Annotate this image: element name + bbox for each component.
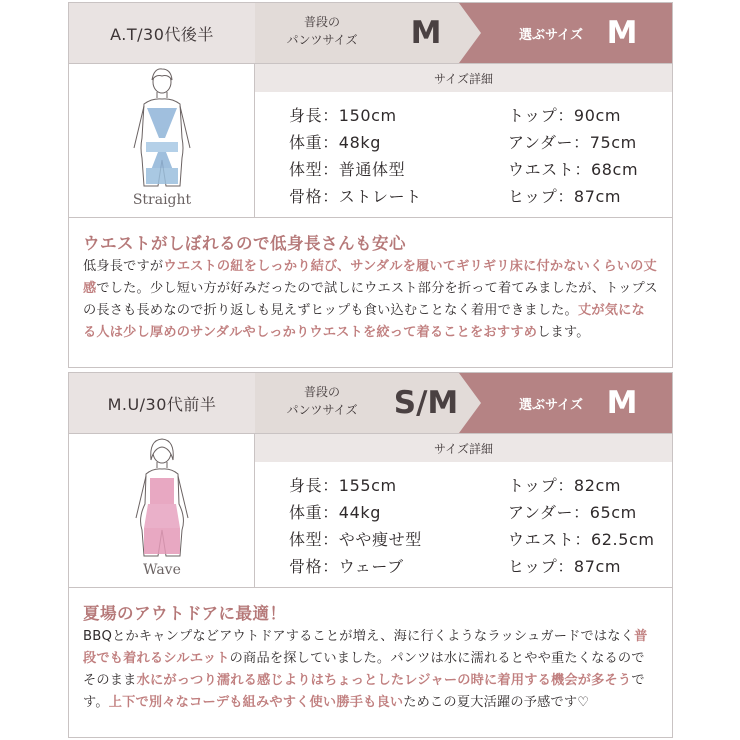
body-figure bbox=[69, 434, 255, 587]
spec-column-left bbox=[289, 102, 422, 210]
comment-title: ウエストがしぼれるので低身長さんも安心 bbox=[83, 234, 406, 253]
profile-row bbox=[69, 63, 672, 218]
spec-waist: ウエスト：62.5cm bbox=[508, 530, 655, 549]
comment-text-segment: です。 bbox=[83, 673, 645, 710]
spec-frame: 骨格：ウェーブ bbox=[289, 557, 404, 576]
review-comment bbox=[69, 588, 672, 714]
review-card-1 bbox=[68, 2, 673, 368]
body-figure bbox=[69, 64, 255, 217]
highlighted-text: 普段でも着れるシルエット bbox=[83, 629, 648, 666]
comment-text-segment: BBQとかキャンプなどアウトドアすることが増え、海に行くようなラッシュガードではなく bbox=[83, 629, 635, 644]
reviewer-name: M.U/30代前半 bbox=[69, 373, 255, 433]
review-card-2 bbox=[68, 372, 673, 738]
body-type-label: Wave bbox=[143, 562, 181, 578]
usual-size-box bbox=[255, 373, 481, 433]
spec-frame: 骨格：ストレート bbox=[289, 187, 422, 206]
comment-text-segment: でした。少し短い方が好みだったので試しにウエスト部分を折って着てみましたが、トップスの長さも長めなので折り返しも見えずヒップも食い込むことなく着用できました。 bbox=[83, 281, 658, 318]
comment-title: 夏場のアウトドアに最適！ bbox=[83, 604, 287, 623]
usual-size-label: 普段の パンツサイズ bbox=[286, 385, 358, 417]
highlighted-text: 上下で別々なコーデも組みやすく使い勝手も良い bbox=[108, 695, 404, 710]
spec-weight: 体重：44kg bbox=[289, 503, 381, 522]
comment-text-segment: 低身長ですが bbox=[83, 259, 164, 274]
comment-text-segment: の商品を探していました。パンツは水に濡れるとやや重たくなるのでそのまま bbox=[83, 651, 645, 688]
spec-build: 体型：やや痩せ型 bbox=[289, 530, 422, 549]
spec-hip: ヒップ：87cm bbox=[508, 187, 622, 206]
spec-column-right bbox=[508, 102, 638, 210]
card-header bbox=[69, 373, 672, 433]
usual-size-value: M bbox=[410, 15, 442, 51]
selected-size-label: 選ぶサイズ bbox=[519, 27, 583, 43]
comment-text bbox=[83, 256, 658, 344]
comment-text-segment: します。 bbox=[537, 325, 590, 340]
spec-hip: ヒップ：87cm bbox=[508, 557, 622, 576]
wave-figure-illustration bbox=[122, 438, 202, 563]
details-heading: サイズ詳細 bbox=[255, 64, 672, 92]
size-details bbox=[255, 434, 672, 587]
spec-top: トップ：82cm bbox=[508, 476, 622, 495]
spec-column-right bbox=[508, 472, 655, 580]
selected-size-label: 選ぶサイズ bbox=[519, 397, 583, 413]
usual-size-box bbox=[255, 3, 481, 63]
highlighted-text: 丈が気になる人は少し厚めのサンダルやしっかりウエストを絞って着ることをおすすめ bbox=[83, 303, 645, 340]
usual-size-value: S/M bbox=[393, 385, 459, 421]
review-comment bbox=[69, 218, 672, 344]
upper-shape-icon bbox=[150, 478, 174, 504]
spec-waist: ウエスト：68cm bbox=[508, 160, 639, 179]
reviewer-name: A.T/30代後半 bbox=[69, 3, 255, 63]
spec-under: アンダー：65cm bbox=[508, 503, 637, 522]
spec-column-left bbox=[289, 472, 422, 580]
profile-row bbox=[69, 433, 672, 588]
usual-size-label: 普段の パンツサイズ bbox=[286, 15, 358, 47]
spec-height: 身長：155cm bbox=[289, 476, 397, 495]
comment-text-segment: ためこの夏大活躍の予感です♡ bbox=[403, 695, 590, 710]
spec-weight: 体重：48kg bbox=[289, 133, 381, 152]
highlighted-text: 水にがっつり濡れる感じよりはちょっとしたレジャーの時に着用する機会が多そう bbox=[136, 673, 632, 688]
spec-top: トップ：90cm bbox=[508, 106, 622, 125]
spec-build: 体型：普通体型 bbox=[289, 160, 406, 179]
highlighted-text: ウエストの紐をしっかり結び、サンダルを履いてギリギリ床に付かないくらいの丈感 bbox=[83, 259, 657, 296]
lower-shape-icon bbox=[144, 528, 180, 554]
body-type-label: Straight bbox=[132, 192, 192, 208]
selected-size-value: M bbox=[606, 15, 638, 51]
card-header bbox=[69, 3, 672, 63]
details-heading: サイズ詳細 bbox=[255, 434, 672, 462]
spec-under: アンダー：75cm bbox=[508, 133, 637, 152]
size-details bbox=[255, 64, 672, 217]
comment-text bbox=[83, 626, 658, 714]
selected-size-value: M bbox=[606, 385, 638, 421]
spec-height: 身長：150cm bbox=[289, 106, 397, 125]
straight-figure-illustration bbox=[122, 68, 202, 193]
